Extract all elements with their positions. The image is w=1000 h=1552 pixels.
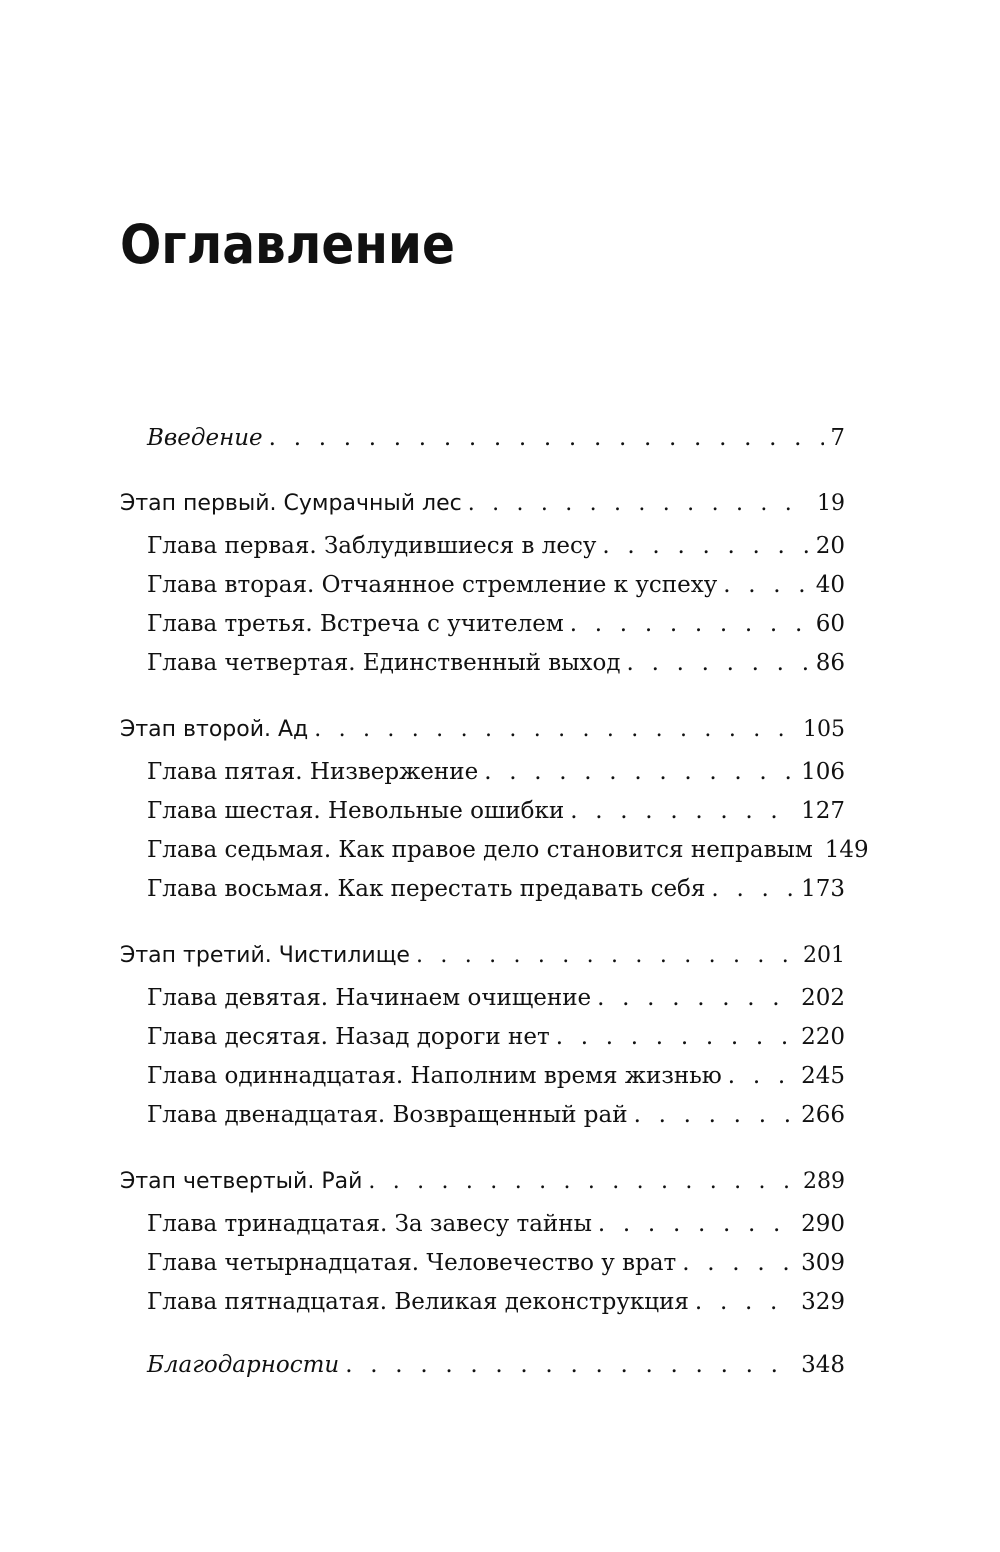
toc-chapter-9[interactable] — [147, 980, 845, 1016]
dot-leader — [345, 1347, 795, 1383]
dot-leader — [368, 1164, 797, 1200]
toc-chapter-label: Глава пятнадцатая. Великая деконструкция — [147, 1289, 689, 1315]
toc-entry-label: Введение — [147, 425, 263, 451]
dot-leader — [627, 645, 810, 681]
toc-chapter-1[interactable] — [147, 528, 845, 564]
toc-chapter-10[interactable] — [147, 1019, 845, 1055]
toc-page-number: 290 — [801, 1211, 845, 1237]
toc-page-number: 266 — [801, 1102, 845, 1128]
toc-page-number: 173 — [801, 876, 845, 902]
toc-chapter-label: Глава шестая. Невольные ошибки — [147, 798, 565, 824]
page-title: Оглавление — [120, 213, 455, 276]
toc-chapter-3[interactable] — [147, 606, 845, 642]
dot-leader — [570, 606, 810, 642]
toc-stage-2[interactable] — [120, 712, 845, 748]
dot-leader — [728, 1058, 795, 1094]
toc-entry-acknowledgements[interactable] — [147, 1347, 845, 1383]
dot-leader — [484, 754, 795, 790]
toc-entry-intro[interactable] — [147, 420, 845, 456]
toc-chapter-label: Глава четырнадцатая. Человечество у врат — [147, 1250, 677, 1276]
toc-page-number: 245 — [801, 1063, 845, 1089]
toc-page-number: 329 — [801, 1289, 845, 1315]
dot-leader — [602, 528, 809, 564]
toc-chapter-label: Глава первая. Заблудившиеся в лесу — [147, 533, 597, 559]
dot-leader — [314, 712, 797, 748]
toc-page-number: 40 — [815, 572, 845, 598]
toc-stage-label: Этап первый. Сумрачный лес — [120, 491, 462, 516]
toc-page-number: 106 — [801, 759, 845, 785]
toc-page-number: 348 — [801, 1352, 845, 1378]
dot-leader — [695, 1284, 795, 1320]
toc-page-number: 20 — [815, 533, 845, 559]
toc-chapter-label: Глава десятая. Назад дороги нет — [147, 1024, 550, 1050]
toc-chapter-7[interactable] — [147, 832, 869, 868]
toc-chapter-12[interactable] — [147, 1097, 845, 1133]
toc-page-number: 105 — [803, 717, 845, 742]
toc-chapter-6[interactable] — [147, 793, 845, 829]
toc-chapter-label: Глава девятая. Начинаем очищение — [147, 985, 592, 1011]
toc-chapter-label: Глава вторая. Отчаянное стремление к успеху — [147, 572, 718, 598]
dot-leader — [723, 567, 809, 603]
dot-leader — [597, 980, 795, 1016]
toc-chapter-2[interactable] — [147, 567, 845, 603]
toc-page-number: 309 — [801, 1250, 845, 1276]
toc-chapter-label: Глава восьмая. Как перестать предавать себя — [147, 876, 706, 902]
toc-stage-label: Этап четвертый. Рай — [120, 1169, 363, 1194]
dot-leader — [634, 1097, 796, 1133]
toc-chapter-11[interactable] — [147, 1058, 845, 1094]
toc-page-number: 202 — [801, 985, 845, 1011]
toc-chapter-label: Глава двенадцатая. Возвращенный рай — [147, 1102, 628, 1128]
toc-chapter-label: Глава четвертая. Единственный выход — [147, 650, 621, 676]
toc-page-number: 127 — [801, 798, 845, 824]
toc-page-number: 60 — [815, 611, 845, 637]
toc-chapter-14[interactable] — [147, 1245, 845, 1281]
toc-stage-3[interactable] — [120, 938, 845, 974]
toc-chapter-label: Глава седьмая. Как правое дело становится неправым — [147, 837, 813, 863]
toc-page-number: 7 — [830, 425, 845, 451]
toc-chapter-8[interactable] — [147, 871, 845, 907]
toc-chapter-label: Глава пятая. Низвержение — [147, 759, 479, 785]
toc-chapter-4[interactable] — [147, 645, 845, 681]
toc-chapter-label: Глава одиннадцатая. Наполним время жизнью — [147, 1063, 722, 1089]
toc-chapter-13[interactable] — [147, 1206, 845, 1242]
dot-leader — [711, 871, 795, 907]
dot-leader — [682, 1245, 795, 1281]
toc-chapter-5[interactable] — [147, 754, 845, 790]
dot-leader — [570, 793, 795, 829]
toc-stage-4[interactable] — [120, 1164, 845, 1200]
dot-leader — [598, 1206, 795, 1242]
dot-leader — [556, 1019, 795, 1055]
toc-stage-1[interactable] — [120, 486, 845, 522]
toc-page-number: 201 — [803, 943, 845, 968]
toc-chapter-15[interactable] — [147, 1284, 845, 1320]
toc-chapter-label: Глава тринадцатая. За завесу тайны — [147, 1211, 592, 1237]
toc-entry-label: Благодарности — [147, 1352, 340, 1378]
toc-stage-label: Этап третий. Чистилище — [120, 943, 410, 968]
dot-leader — [416, 938, 797, 974]
toc-page-number: 19 — [817, 491, 845, 516]
toc-page-number: 149 — [824, 837, 869, 863]
toc-stage-label: Этап второй. Ад — [120, 717, 309, 742]
dot-leader — [269, 420, 825, 456]
toc-page-number: 289 — [803, 1169, 845, 1194]
dot-leader — [468, 486, 811, 522]
toc-chapter-label: Глава третья. Встреча с учителем — [147, 611, 564, 637]
toc-page-number: 220 — [801, 1024, 845, 1050]
toc-page-number: 86 — [815, 650, 845, 676]
